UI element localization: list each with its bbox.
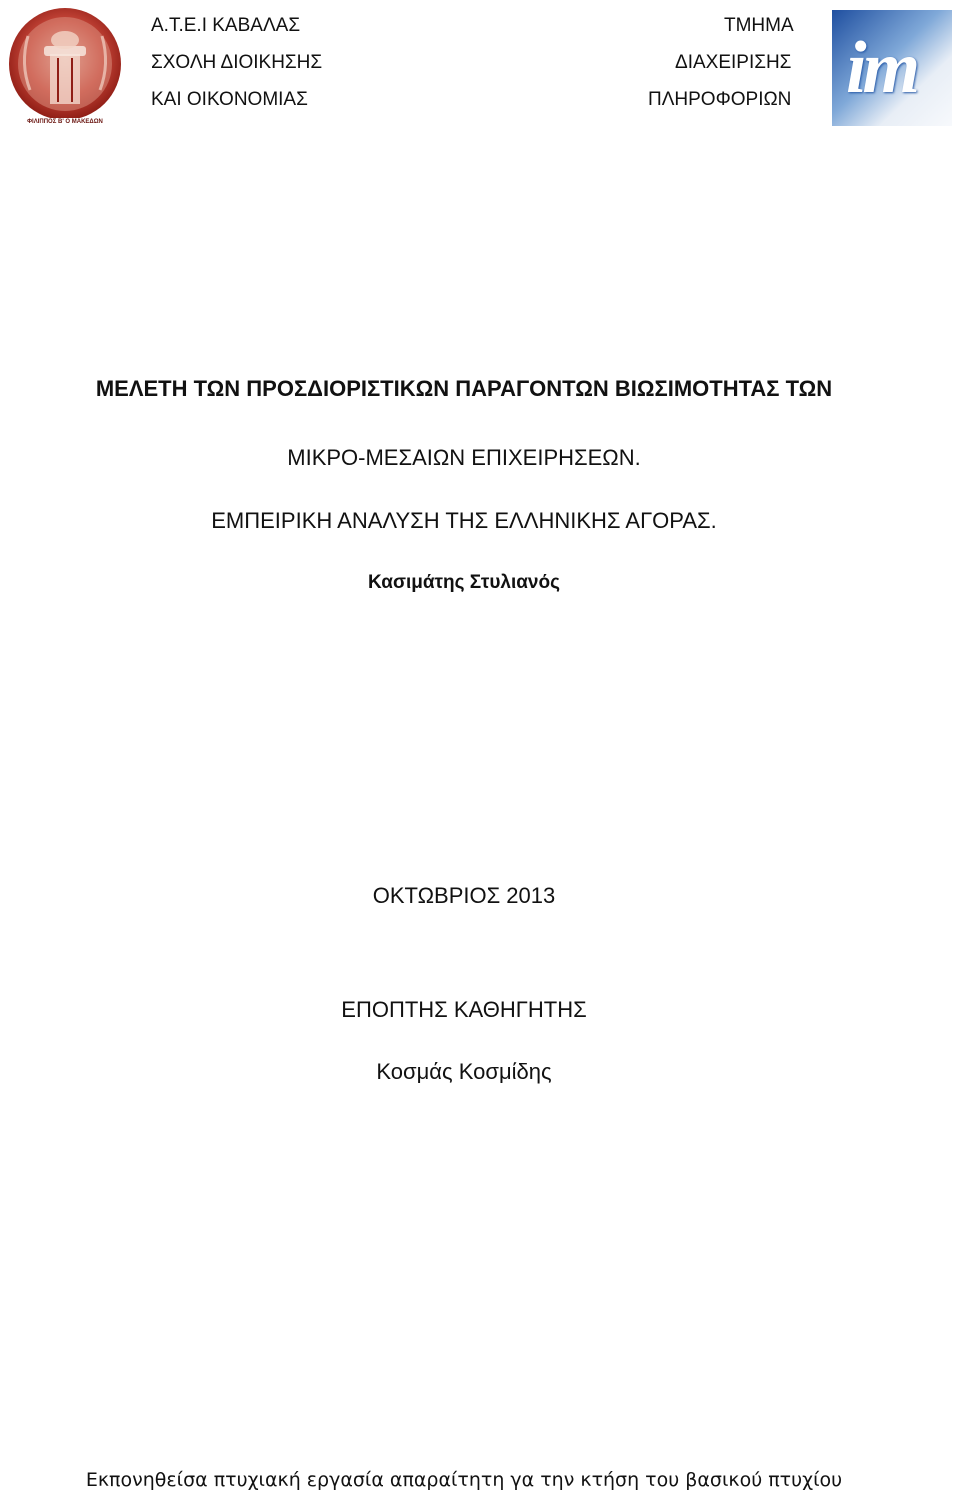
header-right-line-3: ΠΛΗΡΟΦΟΡΙΩΝ bbox=[648, 89, 792, 110]
department-logo bbox=[832, 10, 952, 126]
submission-date: ΟΚΤΩΒΡΙΟΣ 2013 bbox=[372, 883, 556, 908]
footer-note: Εκπονηθείσα πτυχιακή εργασία απαραίτητη γα την κτήση του βασικού πτυχίου bbox=[85, 1469, 843, 1491]
im-logo-text: im bbox=[846, 27, 917, 109]
author-name: Κασιμάτης Στυλιανός bbox=[368, 572, 560, 593]
header-right-line-1: ΤΜΗΜΑ bbox=[724, 15, 794, 36]
thesis-subtitle: ΕΜΠΕΙΡΙΚΗ ΑΝΑΛΥΣΗ ΤΗΣ ΕΛΛΗΝΙΚΗΣ ΑΓΟΡΑΣ. bbox=[211, 508, 717, 533]
seal-caption: ΦΙΛΙΠΠΟΣ Β' Ο ΜΑΚΕΔΩΝ bbox=[27, 119, 103, 125]
university-seal-logo bbox=[6, 6, 124, 130]
supervisor-name: Κοσμάς Κοσμίδης bbox=[376, 1059, 552, 1084]
supervisor-label: ΕΠΟΠΤΗΣ ΚΑΘΗΓΗΤΗΣ bbox=[341, 997, 587, 1022]
thesis-title-line-2: ΜΙΚΡΟ-ΜΕΣΑΙΩΝ ΕΠΙΧΕΙΡΗΣΕΩΝ. bbox=[287, 445, 641, 470]
header-right-line-2: ΔΙΑΧΕΙΡΙΣΗΣ bbox=[675, 52, 792, 73]
header-left-line-1: Α.Τ.Ε.Ι ΚΑΒΑΛΑΣ bbox=[151, 15, 301, 36]
university-seal-icon bbox=[6, 6, 124, 130]
header-left-line-2: ΣΧΟΛΗ ΔΙΟΙΚΗΣΗΣ bbox=[151, 52, 323, 73]
header-left-line-3: ΚΑΙ ΟΙΚΟΝΟΜΙΑΣ bbox=[151, 89, 308, 110]
thesis-title-line-1: ΜΕΛΕΤΗ ΤΩΝ ΠΡΟΣΔΙΟΡΙΣΤΙΚΩΝ ΠΑΡΑΓΟΝΤΩΝ ΒΙΩΣΙΜΟΤΗΤΑΣ ΤΩΝ bbox=[95, 376, 833, 401]
